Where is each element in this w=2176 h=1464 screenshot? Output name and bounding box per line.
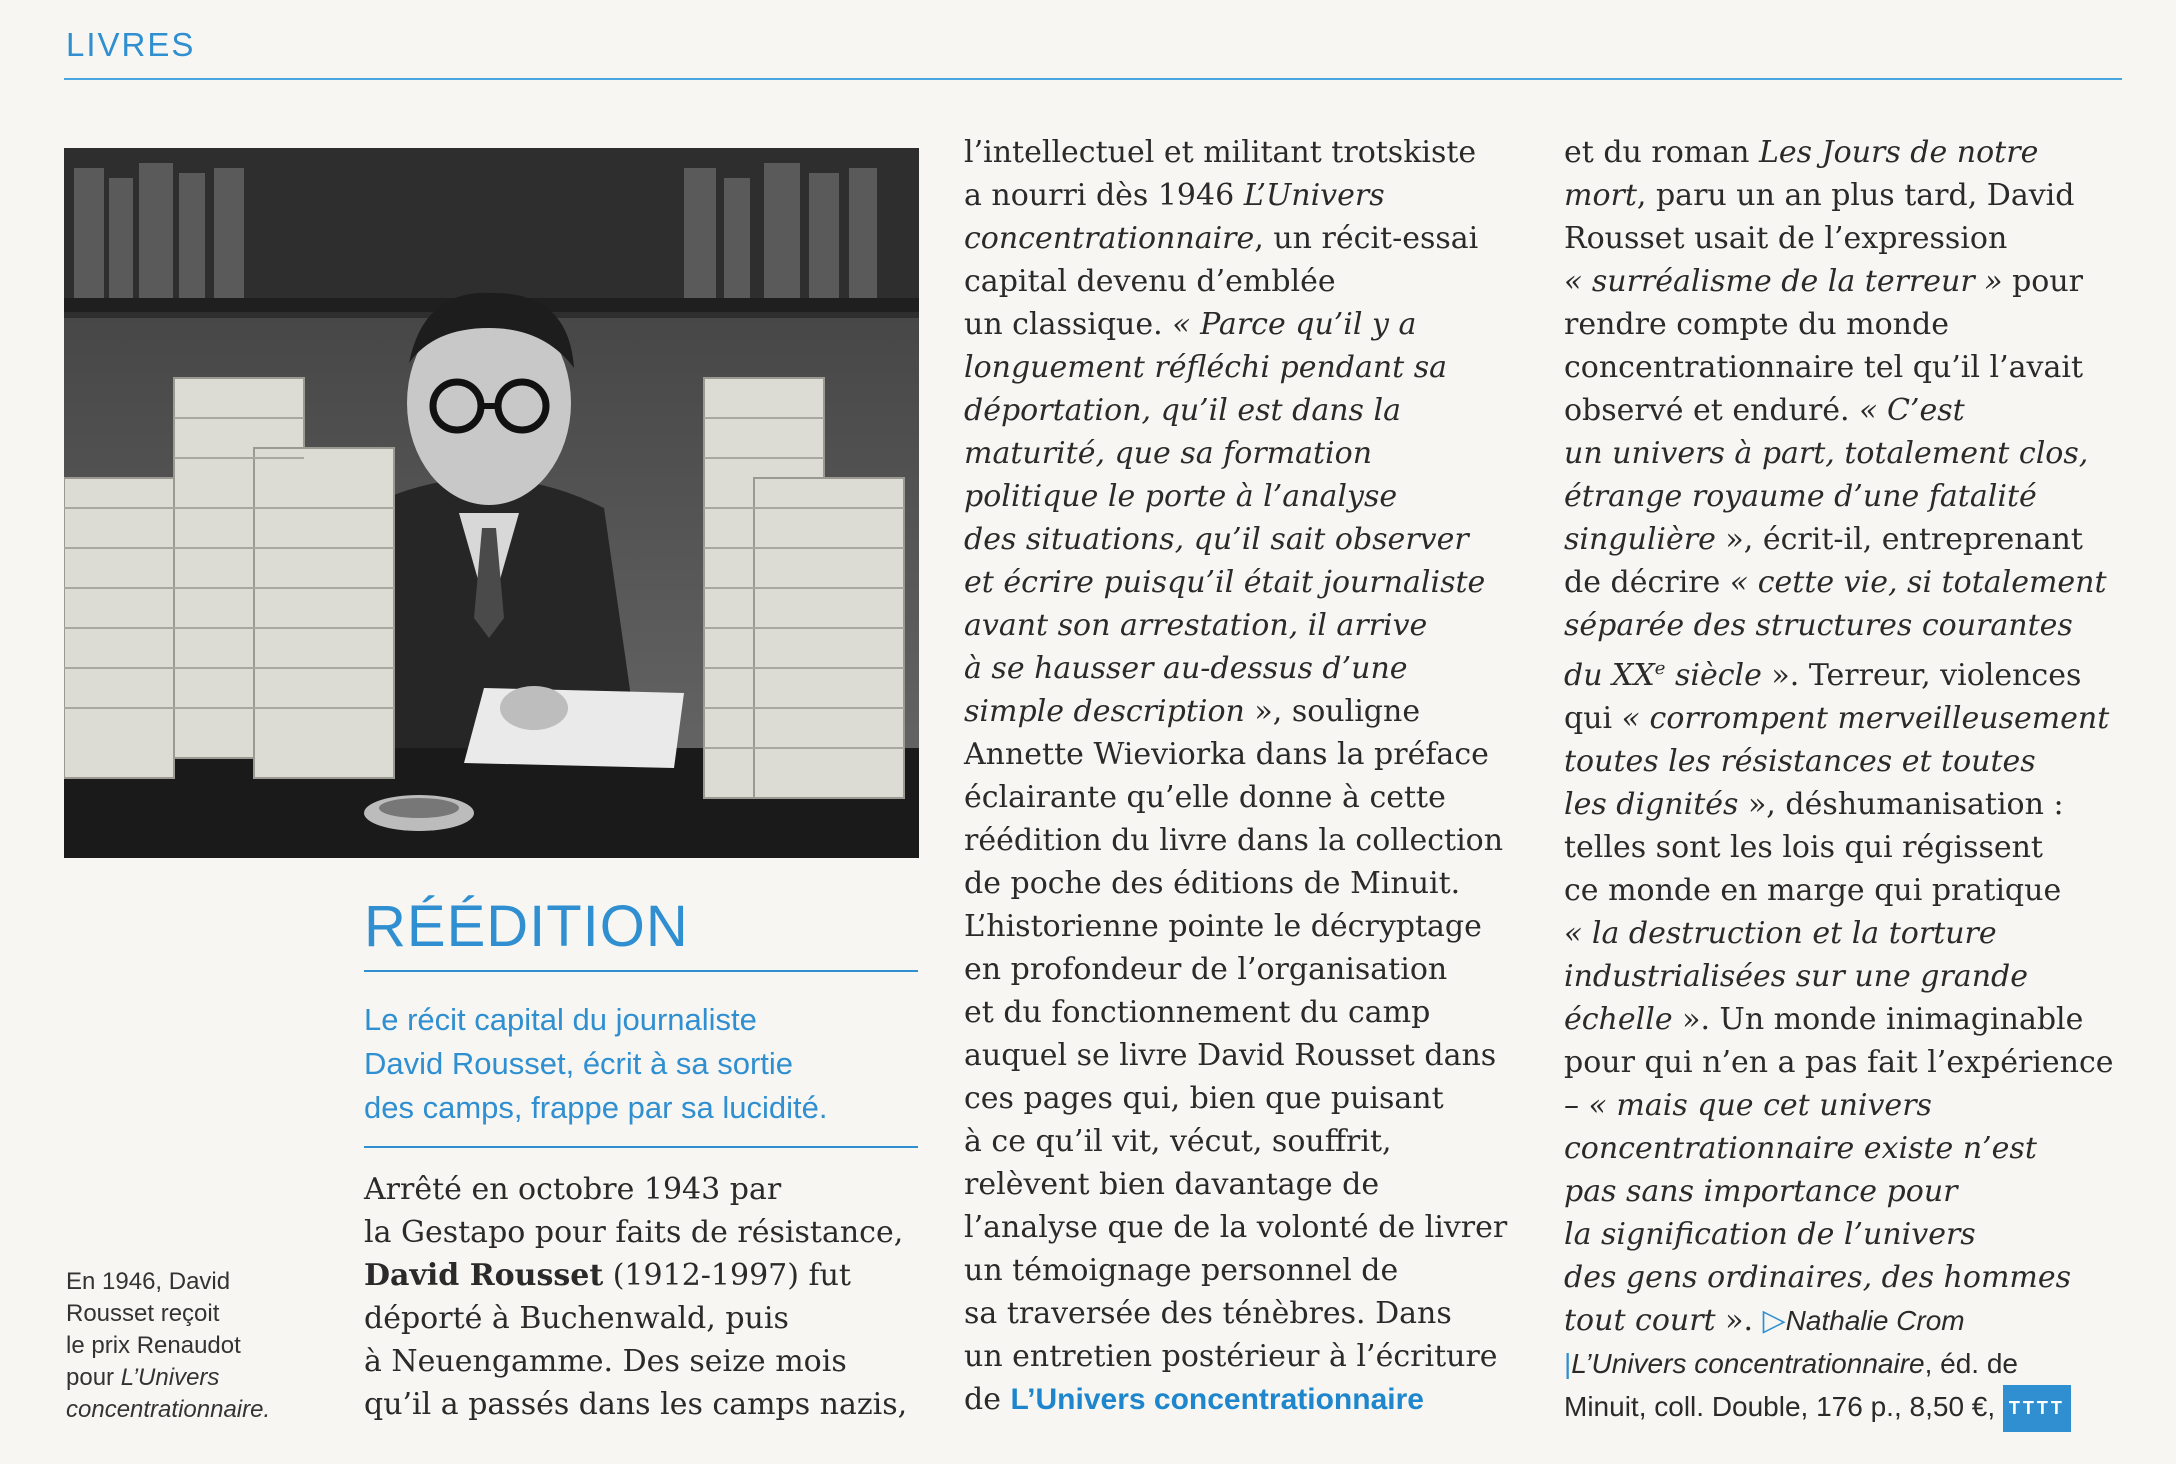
photo-caption: En 1946, David Rousset reçoit le prix Renaudot pour L’Univers concentrationnaire. [66,1268,271,1423]
kicker-rule [364,970,918,972]
kicker-heading: RÉÉDITION [364,894,689,959]
play-arrow-icon: ▷ [1762,1303,1786,1338]
top-rule [64,78,2122,80]
section-rubric: LIVRES [66,26,196,63]
signature-author: Nathalie Crom [1785,1305,1965,1336]
article-column-3: et du roman Les Jours de notre mort, paru un an plus tard, David Rousset usait de l’expression « surréalisme de la terreur » pour rendre compte du monde concentrationnaire tel qu’il l’avait observé et enduré. « C’est un univers à part, totalement clos, étrange royaume d’une fatalité singulière », écrit-il, entreprenant de décrire « cette vie, si totalement séparée des structures courantes du XXe siècle ». Terreur, violences qui « corrompent merveilleusement toutes les résistances et toutes les dignités », déshumanisation : telles sont les lois qui régissent ce monde en marge qui pratique « la destruction et la torture industrialisées sur une grande échelle ». Un monde inimaginable pour qui n’en a pas fait l’expérience – « mais que cet univers concentrationnaire existe n’est pas sans importance pour la signification de l’univers des gens ordinaires, des hommes tout court ». ▷Nathalie Crom |L’Univers concentrationnaire, éd. de Minuit, coll. Double, 176 p., 8,50 €, TTTT [1564,131,2124,1432]
credit-book-title: L’Univers concentrationnaire [1571,1348,1925,1379]
lede-rule [364,1146,918,1148]
article-column-2: l’intellectuel et militant trotskiste a nourri dès 1946 L’Univers concentrationnaire, un récit-essai capital devenu d’emblée un classique. « Parce qu’il y a longuement réfléchi pendant sa déportation, qu’il est dans la maturité, que sa formation politique le porte à l’analyse des situations, qu’il sait observer et écrire puisqu’il était journaliste avant son arrestation, il arrive à se hausser au-dessus d’une simple description », souligne Annette Wieviorka dans la préface éclairante qu’elle donne à cette réédition du livre dans la collection de poche des éditions de Minuit. L’historienne pointe le décryptage en profondeur de l’organisation et du fonctionnement du camp auquel se livre David Rousset dans ces pages qui, bien que puisant à ce qu’il vit, vécut, souffrit, relèvent bien davantage de l’analyse que de la volonté de livrer un témoignage personnel de sa traversée des ténèbres. Dans un entretien postérieur à l’écriture de L’Univers concentrationnaire [964,135,1508,1417]
lede: Le récit capital du journaliste David Rousset, écrit à sa sortie des camps, frappe par sa lucidité. [364,1002,828,1125]
author-name: David Rousset [364,1258,604,1293]
photo-man-with-book-stacks-icon [64,148,919,858]
rating-badge: TTTT [2003,1385,2071,1432]
article-column-1: Arrêté en octobre 1943 par la Gestapo pour faits de résistance, David Rousset (1912-1997) fut déporté à Buchenwald, puis à Neuengamme. Des seize mois qu’il a passés dans les camps nazis, [364,1172,908,1422]
book-title-highlight: L’Univers concentrationnaire [1010,1383,1424,1416]
